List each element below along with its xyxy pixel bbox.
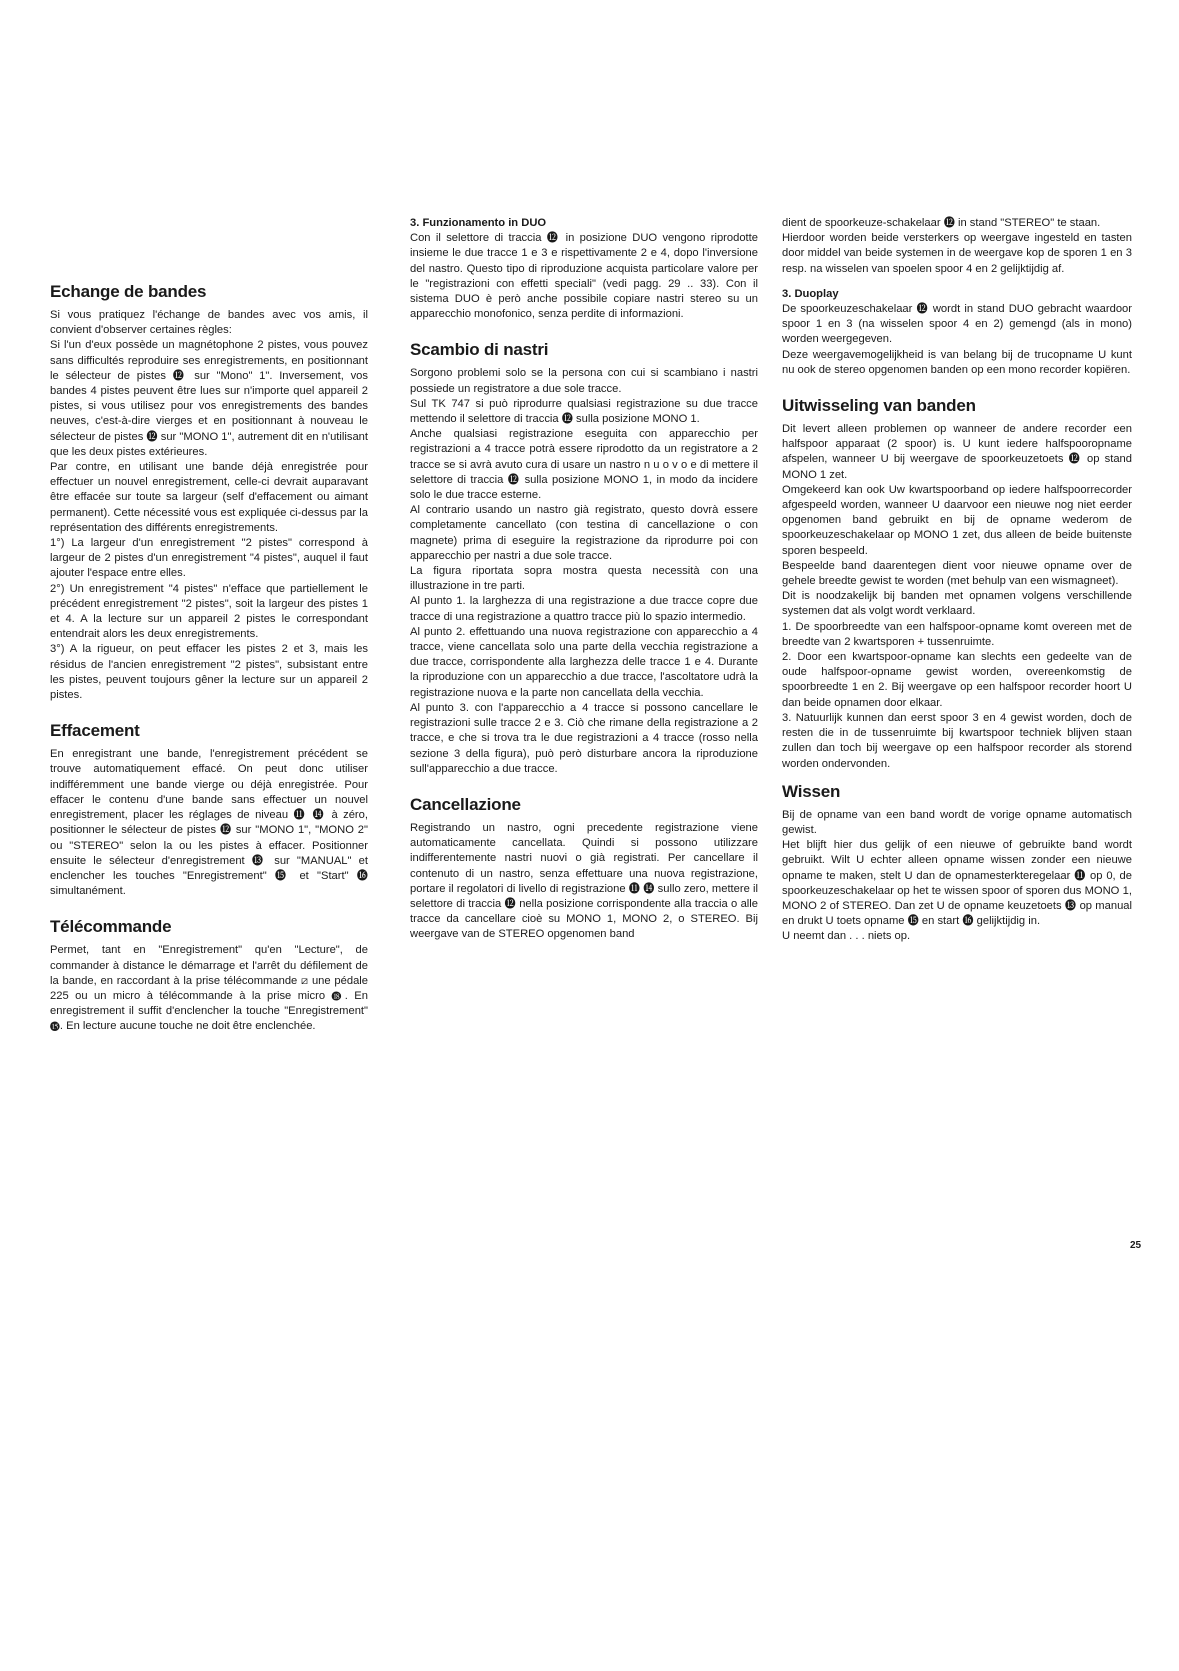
paragraph: Bespeelde band daarentegen dient voor nieuwe opname over de gehele breedte gewist te worden (met behulp van een wismagneet).	[782, 559, 1132, 588]
paragraph: Anche qualsiasi registrazione eseguita con apparecchio per registrazioni a 4 tracce potrà essere riprodotto da un registratore a 2 tracce se si avrà avuto cura di usare un nastro n u o v o e di mettere il selettore di traccia ⓬ sulla posizione MONO 1, in modo da incidere solo le due tracce esterne.	[410, 428, 758, 502]
heading-cancellazione: Cancellazione	[410, 794, 521, 814]
heading-wissen: Wissen	[782, 781, 841, 801]
paragraph: Omgekeerd kan ook Uw kwartspoorband op iedere halfspoorrecorder afgespeeld worden, wanneer U daarvoor een nieuwe nog niet eerder opgenomen band gebruikt en bij de opname wederom de spoorkeuzeschakelaar op MONO 1 zet, dus alleen de beide buitenste sporen bespeeld.	[782, 483, 1132, 557]
paragraph: Al punto 2. effettuando una nuova registrazione con apparecchio a 4 tracce, viene cancellata solo una parte della vecchia registrazione a due tracce, corrispondente alla larghezza delle tracce 1 e 4. Durante la riproduzione con un apparecchio a due tracce, l'ascoltatore udrà la registrazione nuova e la parte non cancellata della vecchia.	[410, 625, 758, 699]
paragraph: Dit levert alleen problemen op wanneer de andere recorder een halfspoor apparaat (2 spoor) is. U kunt iedere halfspooropname afspelen, wanneer U bij weergave de spoorkeuzetoets ⓬ op stand MONO 1 zet.	[782, 423, 1132, 481]
paragraph: Al contrario usando un nastro già registrato, questo dovrà essere completamente cancellato (con testina di cancellazione o con magnete) prima di eseguire la registrazione da riprodurre poi con apparecchio per nastri a due sole tracce.	[410, 504, 758, 562]
paragraph: Permet, tant en "Enregistrement" qu'en "Lecture", de commander à distance le démarrage et l'arrêt du défilement de la bande, en raccordant à la prise télécommande ⧄ une pédale 225 ou un micro à télécommande à la prise micro ⓲. En enregistrement il suffit d'enclencher la touche "Enregistrement" ⓯. En lecture aucune touche ne doit être enclenchée.	[50, 944, 368, 1033]
paragraph: Bij de opname van een band wordt de vorige opname automatisch gewist.	[782, 808, 1132, 836]
paragraph: Hierdoor worden beide versterkers op weergave ingesteld en tasten door middel van beide systemen in de weergave kop de sporen 1 en 3 resp. na wisselen van spoelen spoor 4 en 2 gelijktijdig af.	[782, 232, 1132, 275]
heading-funzionamento-duo: 3. Funzionamento in DUO	[410, 217, 547, 229]
heading-telecommande: Télécommande	[50, 917, 172, 937]
paragraph: Par contre, en utilisant une bande déjà enregistrée pour effectuer un nouvel enregistrement, celle-ci devrait auparavant être effacée sur toute sa largeur (self d'effacement ou aimant permanent). Cette nécessité vous est expliquée ci-dessus par la représentation des différents enregistrements.	[50, 461, 368, 534]
paragraph: U neemt dan . . . niets op.	[782, 930, 911, 943]
page-number: 25	[1130, 1240, 1142, 1251]
column-italian	[410, 216, 758, 943]
paragraph: Con il selettore di traccia ⓬ in posizione DUO vengono riprodotte insieme le due tracce 1 e 3 e rispettivamente 2 e 4, dopo l'inversione del nastro. Questo tipo di riproduzione acquista particolare valore per le "registrazioni con effetti speciali" (vedi pagg. 29 .. 33). Con il sistema DUO è però anche possibile copiare nastri stereo su un apparecchio monofonico, senza perdite di informazioni.	[410, 232, 758, 321]
paragraph: 3°) A la rigueur, on peut effacer les pistes 2 et 3, mais les résidus de l'ancien enregistrement "2 pistes", subsistant entre les pistes, peuvent toujours gêner la lecture sur un appareil 2 pistes.	[50, 643, 368, 702]
paragraph: 2. Door een kwartspoor-opname kan slechts een gedeelte van de oude halfspoor-opname gewist worden, overeenkomstig de spoorbreedte 1 en 2. Bij weergave op een halfspoor recorder hoort U dan beide opnamen door elkaar.	[782, 651, 1132, 709]
paragraph: Si vous pratiquez l'échange de bandes avec vos amis, il convient d'observer certaines règles:	[50, 309, 368, 337]
column-french	[50, 282, 368, 1035]
paragraph: Al punto 3. con l'apparecchio a 4 tracce si possono cancellare le registrazioni sulle tracce 2 e 3. Ciò che rimane della registrazione a 2 tracce, e che si trova tra le due registrazioni a 4 tracce (rosso nella sezione 3 della figura), può però disturbare ancora la riproduzione sull'apparecchio a due tracce.	[410, 701, 758, 775]
paragraph: Sul TK 747 si può riprodurre qualsiasi registrazione su due tracce mettendo il selettore di traccia ⓬ sulla posizione MONO 1.	[410, 397, 758, 426]
paragraph: En enregistrant une bande, l'enregistrement précédent se trouve automatiquement effacé. On peut donc utiliser indifféremment une bande vierge ou déjà enregistrée. Pour effacer le contenu d'une bande sans effectuer un nouvel enregistrement, placer les réglages de niveau ⓫ ⓮ à zéro, positionner le sélecteur de pistes ⓬ sur "MONO 1", "MONO 2" ou "STEREO" selon la ou les pistes à effacer. Positionner ensuite le sélecteur d'enregistrement ⓭ sur "MANUAL" et enclencher les touches "Enregistrement" ⓯ et "Start" ⓰ simultanément.	[50, 748, 368, 898]
paragraph: La figura riportata sopra mostra questa necessità con una illustrazione in tre parti.	[410, 565, 758, 593]
paragraph: Het blijft hier dus gelijk of een nieuwe of gebruikte band wordt gebruikt. Wilt U echter alleen opname wissen zonder een nieuwe opname te maken, stelt U dan de opnamesterkteregelaar ⓫ op 0, de spoorkeuzeschakelaar op het te wissen spoor of sporen dus MONO 1, MONO 2 of STEREO. Dan zet U de opname keuzetoets ⓭ op manual en drukt U toets opname ⓯ en start ⓰ gelijktijdig in.	[782, 839, 1132, 928]
heading-scambio-di-nastri: Scambio di nastri	[410, 340, 549, 360]
heading-duoplay: 3. Duoplay	[782, 287, 839, 300]
paragraph: Dit is noodzakelijk bij banden met opnamen volgens verschillende systemen dat als volgt wordt verklaard.	[782, 590, 1132, 618]
paragraph: dient de spoorkeuze-schakelaar ⓬ in stand "STEREO" te staan.	[782, 217, 1101, 229]
paragraph: Deze weergavemogelijkheid is van belang bij de trucopname U kunt nu ook de stereo opgenomen banden op een mono recorder kopiëren.	[782, 348, 1132, 376]
paragraph: De spoorkeuzeschakelaar ⓬ wordt in stand DUO gebracht waardoor spoor 1 en 3 (na wisselen spoor 4 en 2) gemengd (als in mono) worden weergegeven.	[782, 303, 1132, 346]
heading-uitwisseling-van-banden: Uitwisseling van banden	[782, 396, 976, 416]
paragraph: Sorgono problemi solo se la persona con cui si scambiano i nastri possiede un registratore a due sole tracce.	[410, 367, 758, 395]
paragraph: Al punto 1. la larghezza di una registrazione a due tracce copre due tracce di una registrazione a quattro tracce più lo spazio intermedio.	[410, 595, 758, 623]
column-dutch	[782, 216, 1132, 945]
heading-effacement: Effacement	[50, 721, 140, 741]
paragraph: Si l'un d'eux possède un magnétophone 2 pistes, vous pouvez sans difficultés reproduire ses enregistrements, en positionnant le sélecteur de pistes ⓬ sur "Mono" 1". Inversement, vos bandes 4 pistes peuvent être lues sur n'importe quel appareil 2 pistes, si vous utilisez pour vos enregistrements des bandes neuves, c'est-à-dire vierges et en positionnant à nouveau le sélecteur de pistes ⓬ sur "MONO 1", autrement dit en n'utilisant que les deux pistes extérieures.	[50, 339, 368, 458]
paragraph: 1°) La largeur d'un enregistrement "2 pistes" correspond à largeur de 2 pistes d'un enregistrement "4 pistes", auquel il faut ajouter l'espace entre elles.	[50, 537, 368, 580]
paragraph: 2°) Un enregistrement "4 pistes" n'efface que partiellement le précédent enregistrement "2 pistes", soit la largeur des pistes 1 et 4. A la lecture sur un appareil 2 pistes le correspondant entendrait alors les deux enregistrements.	[50, 582, 368, 641]
heading-echange-de-bandes: Echange de bandes	[50, 282, 207, 301]
paragraph: 1. De spoorbreedte van een halfspoor-opname komt overeen met de breedte van 2 kwartsporen + tussenruimte.	[782, 620, 1132, 648]
paragraph: Registrando un nastro, ogni precedente registrazione viene automaticamente cancellata. Quindi si possono utilizzare indifferentemente nastri nuovi o già registrati. Per cancellare il contenuto di un nastro, senza effettuare una nuova registrazione, portare il regolatori di livello di registrazione ⓫ ⓮ sullo zero, mettere il selettore di traccia ⓬ nella posizione corrispondente alla traccia o alle tracce da cancellare cioè su MONO 1, MONO 2, o STEREO. Bij weergave van de STEREO opgenomen band	[410, 821, 758, 941]
paragraph: 3. Natuurlijk kunnen dan eerst spoor 3 en 4 gewist worden, doch de resten die in de tussenruimte bij kwartspoor techniek blijven staan zullen dan toch bij weergave op een halfspoor recorder als storend worden ondervonden.	[782, 711, 1132, 770]
